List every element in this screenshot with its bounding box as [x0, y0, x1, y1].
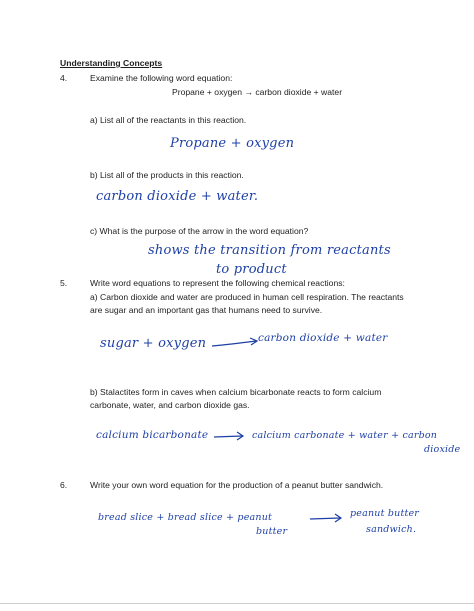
q5a-prompt-line1: a) Carbon dioxide and water are produced in human cell respiration. The reactants [90, 292, 404, 302]
q4a-prompt: a) List all of the reactants in this reaction. [90, 115, 247, 125]
q5b-handwritten-reactant: calcium bicarbonate [96, 429, 209, 441]
q4b-handwritten-answer: carbon dioxide + water. [96, 189, 259, 204]
q4b-prompt: b) List all of the products in this reaction. [90, 170, 244, 180]
q6-arrow-icon [308, 511, 344, 525]
q4-number: 4. [60, 73, 68, 83]
q6-prompt: Write your own word equation for the production of a peanut butter sandwich. [90, 480, 384, 490]
q5b-handwritten-products: calcium carbonate + water + carbon [252, 430, 438, 441]
q5a-handwritten-products: carbon dioxide + water [258, 332, 388, 344]
q4a-handwritten-answer: Propane + oxygen [170, 136, 295, 151]
page-bottom-edge [0, 603, 474, 604]
q5b-prompt-line2: carbonate, water, and carbon dioxide gas. [90, 400, 250, 410]
q6-handwritten-product-line2: sandwich. [366, 524, 417, 535]
q4c-prompt: c) What is the purpose of the arrow in the word equation? [90, 226, 309, 236]
q4-prompt: Examine the following word equation: [90, 73, 233, 83]
q4-equation: Propane + oxygen → carbon dioxide + water [172, 87, 343, 97]
q6-handwritten-product-line1: peanut butter [350, 508, 420, 519]
q6-number: 6. [60, 480, 68, 490]
q6-handwritten-reactants-line1: bread slice + bread slice + peanut [98, 512, 273, 523]
q5a-prompt-line2: are sugar and an important gas that humans need to survive. [90, 305, 323, 315]
q4c-handwritten-answer-line2: to product [216, 262, 287, 277]
q5-number: 5. [60, 278, 68, 288]
q5b-arrow-icon [212, 429, 246, 443]
q4c-handwritten-answer-line1: shows the transition from reactants [148, 243, 391, 258]
q5b-handwritten-products-line2: dioxide [424, 444, 461, 455]
q5a-arrow-icon [210, 336, 260, 350]
q5b-prompt-line1: b) Stalactites form in caves when calcium bicarbonate reacts to form calcium [90, 387, 382, 397]
section-heading: Understanding Concepts [60, 58, 163, 68]
q6-handwritten-reactants-line2: butter [256, 526, 288, 537]
q5-prompt: Write word equations to represent the following chemical reactions: [90, 278, 345, 288]
q5a-handwritten-reactants: sugar + oxygen [100, 336, 207, 351]
